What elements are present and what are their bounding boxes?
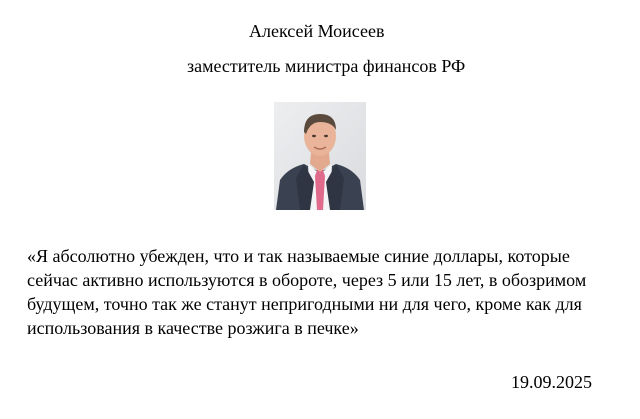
quote-line: использования в качестве розжига в печке» — [27, 318, 359, 338]
person-name: Алексей Моисеев — [249, 21, 385, 41]
person-position: заместитель министра финансов РФ — [187, 56, 466, 76]
portrait-photo — [274, 102, 366, 210]
quote-line: «Я абсолютно убежден, что и так называемые синие доллары, которые — [27, 246, 570, 266]
quote-line: сейчас активно используются в обороте, через 5 или 15 лет, в обозримом — [27, 270, 587, 290]
quote-date: 19.09.2025 — [511, 372, 592, 392]
quote-line: будущем, точно так же станут непригодными ни для чего, кроме как для — [27, 294, 582, 314]
quote-text — [27, 244, 617, 340]
